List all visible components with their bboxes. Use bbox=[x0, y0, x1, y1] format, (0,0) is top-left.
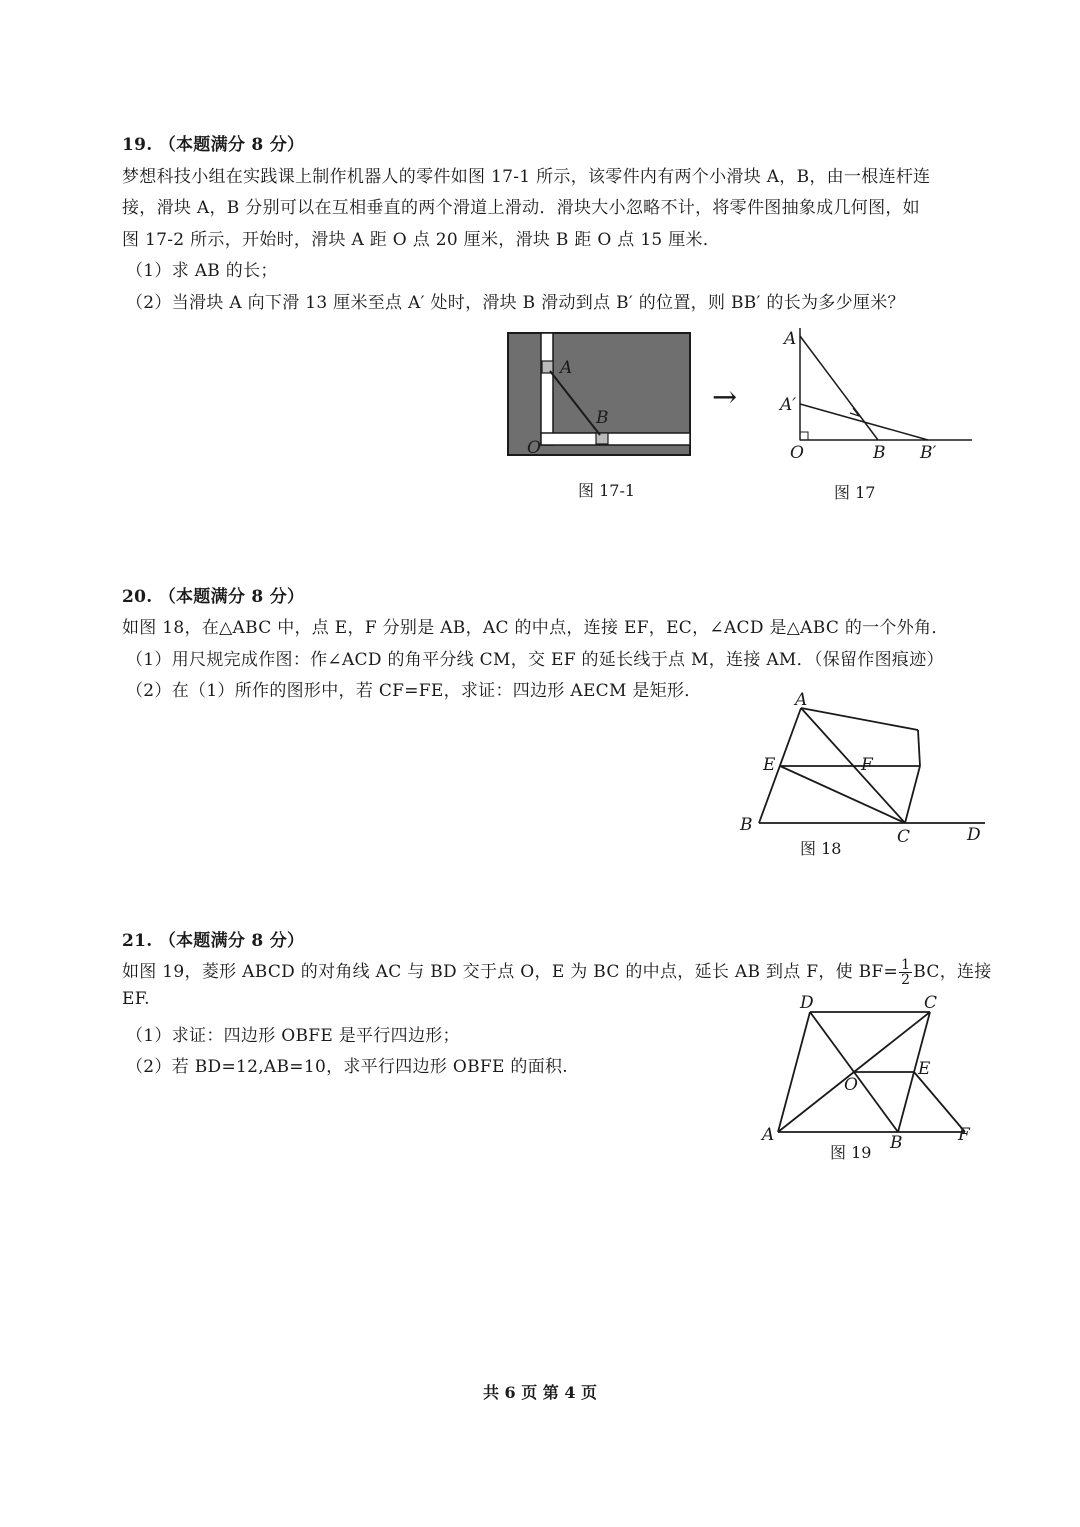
fig17-1-label-b: B bbox=[596, 408, 609, 428]
q21-part-2: （2）若 BD=12,AB=10，求平行四边形 OBFE 的面积. bbox=[126, 1057, 569, 1077]
fig17-label-o: O bbox=[790, 443, 804, 463]
fig17-label-b-prime: B′ bbox=[920, 443, 937, 463]
q19-line-1: 梦想科技小组在实践课上制作机器人的零件如图 17-1 所示，该零件内有两个小滑块 A，B，由一根连杆连 bbox=[122, 167, 931, 187]
page-footer: 共 6 页 第 4 页 bbox=[482, 1383, 598, 1402]
q19-header: 19. （本题满分 8 分） bbox=[122, 135, 305, 155]
fraction-denominator: 2 bbox=[901, 972, 911, 988]
fraction bbox=[899, 958, 912, 987]
arrow-icon: → bbox=[712, 380, 738, 415]
fig17-1-label-o: O bbox=[527, 438, 541, 458]
figure-19 bbox=[760, 992, 980, 1152]
q21-part-1: （1）求证：四边形 OBFE 是平行四边形； bbox=[126, 1026, 460, 1046]
figure-18 bbox=[735, 690, 995, 850]
fig19-label-a: A bbox=[762, 1125, 775, 1145]
fig18-label-d: D bbox=[967, 825, 981, 845]
fig17-label-a: A bbox=[784, 329, 797, 349]
q20-part-1: （1）用尺规完成作图：作∠ACD 的角平分线 CM，交 EF 的延长线于点 M，连接 AM．（保留作图痕迹） bbox=[126, 650, 944, 670]
fig18-caption: 图 18 bbox=[800, 839, 842, 858]
figure-17 bbox=[778, 326, 978, 466]
fig19-label-d: D bbox=[800, 993, 814, 1013]
fig17-1-label-a: A bbox=[560, 358, 573, 378]
fig18-label-c: C bbox=[897, 827, 911, 847]
q19-part-1: （1）求 AB 的长； bbox=[126, 261, 278, 281]
fig17-label-a-prime: A′ bbox=[780, 395, 797, 415]
figure-17-1 bbox=[508, 333, 693, 458]
fig19-label-c: C bbox=[924, 993, 938, 1013]
q20-header: 20. （本题满分 8 分） bbox=[122, 587, 305, 607]
fig18-label-e: E bbox=[763, 755, 776, 775]
fig18-label-b: B bbox=[740, 815, 753, 835]
fig17-label-b: B bbox=[873, 443, 886, 463]
q21-intro-line-2: EF. bbox=[122, 989, 150, 1009]
q20-part-2: （2）在（1）所作的图形中，若 CF=FE，求证：四边形 AECM 是矩形． bbox=[126, 681, 702, 701]
fig17-caption: 图 17 bbox=[834, 483, 876, 502]
q21-header: 21. （本题满分 8 分） bbox=[122, 931, 305, 951]
fig18-label-f: F bbox=[861, 755, 873, 775]
fig19-label-o: O bbox=[844, 1075, 858, 1095]
q21-intro-after: BC，连接 bbox=[913, 962, 992, 982]
q21-intro-before: 如图 19，菱形 ABCD 的对角线 AC 与 BD 交于点 O，E 为 BC 的中点，延长 AB 到点 F，使 BF= bbox=[122, 962, 899, 982]
q19-line-3: 图 17-2 所示，开始时，滑块 A 距 O 点 20 厘米，滑块 B 距 O 点 15 厘米． bbox=[122, 230, 721, 250]
fraction-numerator: 1 bbox=[901, 957, 911, 973]
fig19-caption: 图 19 bbox=[830, 1143, 872, 1162]
q19-line-2: 接，滑块 A，B 分别可以在互相垂直的两个滑道上滑动．滑块大小忽略不计，将零件图抽象成几何图，如 bbox=[122, 198, 920, 218]
fig19-label-b: B bbox=[890, 1133, 903, 1153]
q20-intro: 如图 18，在△ABC 中，点 E，F 分别是 AB，AC 的中点，连接 EF，EC，∠ACD 是△ABC 的一个外角． bbox=[122, 618, 949, 638]
fig19-label-f: F bbox=[958, 1125, 970, 1145]
fig19-label-e: E bbox=[918, 1059, 931, 1079]
q21-intro bbox=[122, 957, 992, 987]
q19-part-2: （2）当滑块 A 向下滑 13 厘米至点 A′ 处时，滑块 B 滑动到点 B′ 的位置，则 BB′ 的长为多少厘米？ bbox=[126, 293, 905, 313]
fig18-label-a: A bbox=[795, 690, 808, 710]
fig17-1-caption: 图 17-1 bbox=[578, 481, 636, 500]
